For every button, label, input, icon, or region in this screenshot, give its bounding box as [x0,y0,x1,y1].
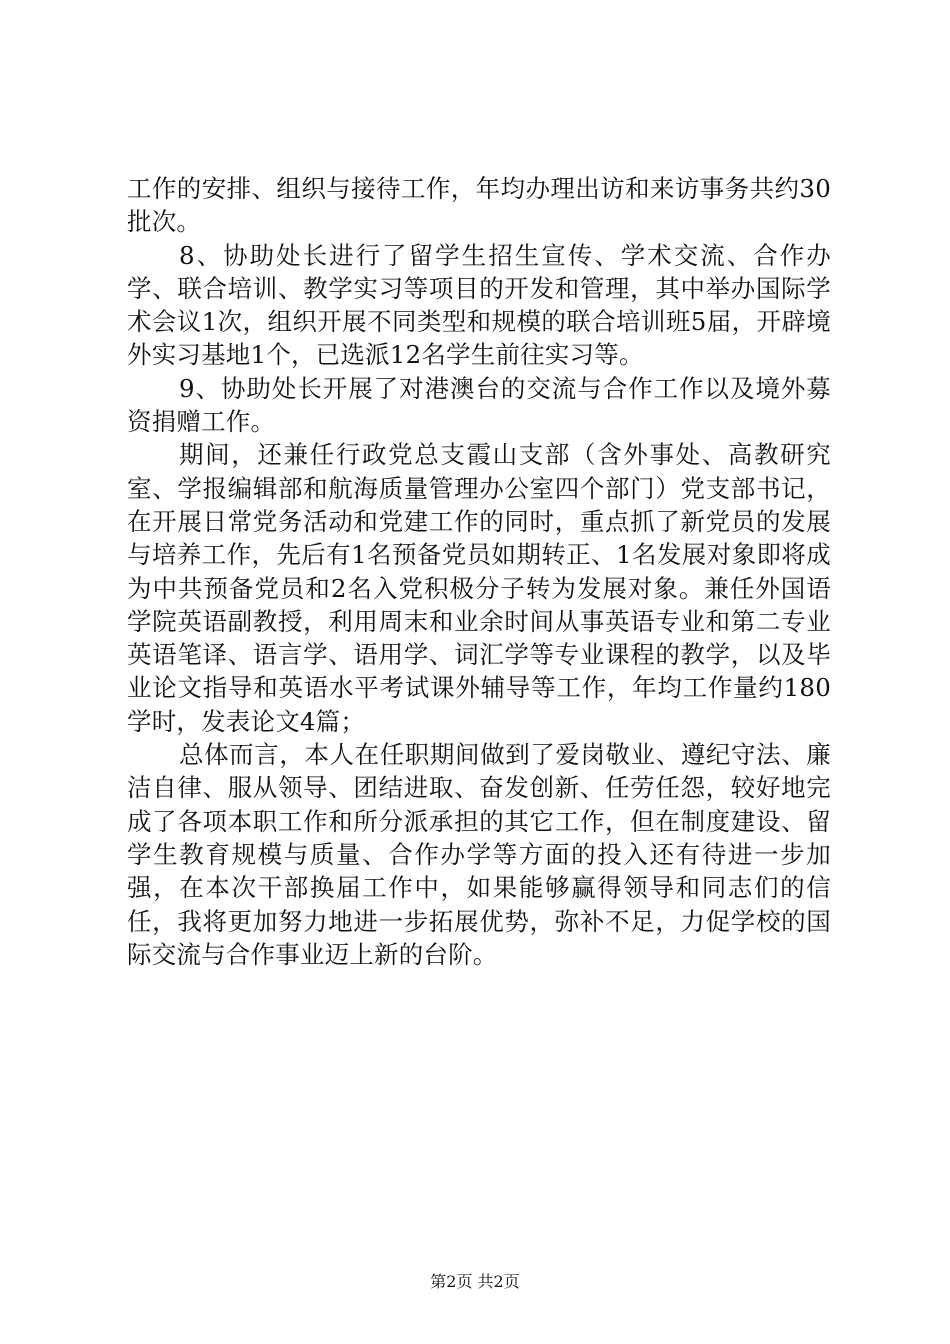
paragraph-continuation: 工作的安排、组织与接待工作，年均办理出访和来访事务共约30批次。 [127,174,831,237]
page-footer: 第2页 共2页 [430,1272,520,1291]
document-body [127,172,831,971]
paragraph-party-work: 期间，还兼任行政党总支霞山支部（含外事处、高教研究室、学报编辑部和航海质量管理办公室四个部门）党支部书记，在开展日常党务活动和党建工作的同时，重点抓了新党员的发展与培养工作，先后有1名预备党员如期转正、1名发展对象即将成为中共预备党员和2名入党积极分子转为发展对象。兼任外国语学院英语副教授，利用周末和业余时间从事英语专业和第二专业英语笔译、语言学、语用学、词汇学等专业课程的教学，以及毕业论文指导和英语水平考试课外辅导等工作，年均工作量约180学时，发表论文4篇； [127,440,831,736]
paragraph-item-9: 9、协助处长开展了对港澳台的交流与合作工作以及境外募资捐赠工作。 [127,373,831,437]
paragraph-summary: 总体而言，本人在任职期间做到了爱岗敬业、遵纪守法、廉洁自律、服从领导、团结进取、奋发创新、任劳任怨，较好地完成了各项本职工作和所分派承担的其它工作，但在制度建设、留学生教育规模与质量、合作办学等方面的投入还有待进一步加强，在本次干部换届工作中，如果能够赢得领导和同志们的信任，我将更加努力地进一步拓展优势，弥补不足，力促学校的国际交流与合作事业迈上新的台阶。 [127,740,831,969]
paragraph-item-8: 8、协助处长进行了留学生招生宣传、学术交流、合作办学、联合培训、教学实习等项目的开发和管理，其中举办国际学术会议1次，组织开展不同类型和规模的联合培训班5届，开辟境外实习基地1个，已选派12名学生前往实习等。 [127,240,831,370]
